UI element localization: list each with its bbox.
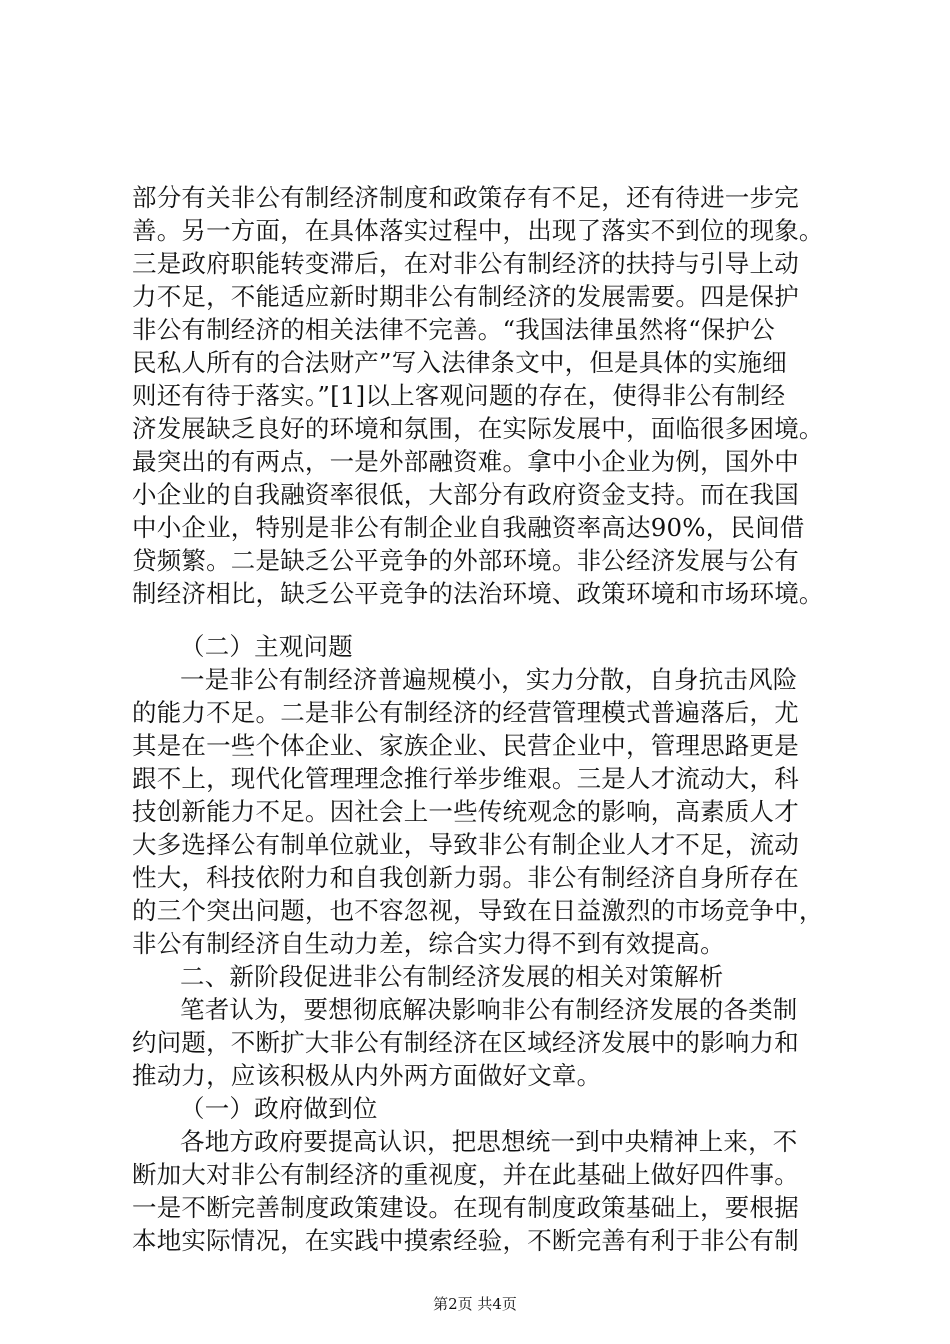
- paragraph-line: 推动力，应该积极从内外两方面做好文章。: [132, 1061, 602, 1090]
- paragraph-line: 一是不断完善制度政策建设。在现有制度政策基础上，要根据: [132, 1193, 799, 1222]
- paragraph-line: 跟不上，现代化管理理念推行举步维艰。三是人才流动大，科: [132, 764, 799, 793]
- paragraph-line: 技创新能力不足。因社会上一些传统观念的影响，高素质人才: [132, 797, 799, 826]
- paragraph-line: 非公有制经济的相关法律不完善。“我国法律虽然将“保护公: [132, 315, 775, 344]
- paragraph-line: 最突出的有两点，一是外部融资难。拿中小企业为例，国外中: [132, 447, 799, 476]
- paragraph-line: 部分有关非公有制经济制度和政策存有不足，还有待进一步完: [132, 183, 799, 212]
- paragraph-line: 性大，科技依附力和自我创新力弱。非公有制经济自身所存在: [132, 863, 799, 892]
- paragraph-line: 一是非公有制经济普遍规模小，实力分散，自身抗击风险: [180, 665, 798, 694]
- paragraph-line: 力不足，不能适应新时期非公有制经济的发展需要。四是保护: [132, 282, 799, 311]
- section-heading: 二、新阶段促进非公有制经济发展的相关对策解析: [180, 962, 724, 991]
- paragraph-line: 民私人所有的合法财产”写入法律条文中，但是具体的实施细: [132, 348, 787, 377]
- paragraph-line: 本地实际情况，在实践中摸索经验，不断完善有利于非公有制: [132, 1226, 799, 1255]
- paragraph-line: 的能力不足。二是非公有制经济的经营管理模式普遍落后，尤: [132, 698, 799, 727]
- paragraph-line: 小企业的自我融资率很低，大部分有政府资金支持。而在我国: [132, 480, 799, 509]
- section-heading: （一）政府做到位: [180, 1094, 378, 1123]
- paragraph-line: 非公有制经济自生动力差，综合实力得不到有效提高。: [132, 929, 725, 958]
- paragraph-line: 约问题，不断扩大非公有制经济在区域经济发展中的影响力和: [132, 1028, 799, 1057]
- section-heading: （二）主观问题: [180, 632, 353, 661]
- paragraph-line: 其是在一些个体企业、家族企业、民营企业中，管理思路更是: [132, 731, 799, 760]
- paragraph-line: 大多选择公有制单位就业，导致非公有制企业人才不足，流动: [132, 830, 799, 859]
- paragraph-line: 善。另一方面，在具体落实过程中，出现了落实不到位的现象。: [132, 216, 824, 245]
- paragraph-line: 则还有待于落实。”[1]以上客观问题的存在，使得非公有制经: [132, 381, 786, 410]
- paragraph-line: 贷频繁。二是缺乏公平竞争的外部环境。非公经济发展与公有: [132, 546, 799, 575]
- paragraph-line: 中小企业，特别是非公有制企业自我融资率高达90%，民间借: [132, 513, 805, 542]
- paragraph-line: 笔者认为，要想彻底解决影响非公有制经济发展的各类制: [180, 995, 798, 1024]
- paragraph-line: 的三个突出问题，也不容忽视，导致在日益激烈的市场竞争中，: [132, 896, 824, 925]
- paragraph-line: 断加大对非公有制经济的重视度，并在此基础上做好四件事。: [132, 1160, 799, 1189]
- paragraph-line: 制经济相比，缺乏公平竞争的法治环境、政策环境和市场环境。: [132, 579, 824, 608]
- paragraph-line: 济发展缺乏良好的环境和氛围，在实际发展中，面临很多困境。: [132, 414, 824, 443]
- paragraph-line: 各地方政府要提高认识，把思想统一到中央精神上来，不: [180, 1127, 798, 1156]
- paragraph-line: 三是政府职能转变滞后，在对非公有制经济的扶持与引导上动: [132, 249, 799, 278]
- page-number-footer: 第2页 共4页: [433, 1295, 517, 1313]
